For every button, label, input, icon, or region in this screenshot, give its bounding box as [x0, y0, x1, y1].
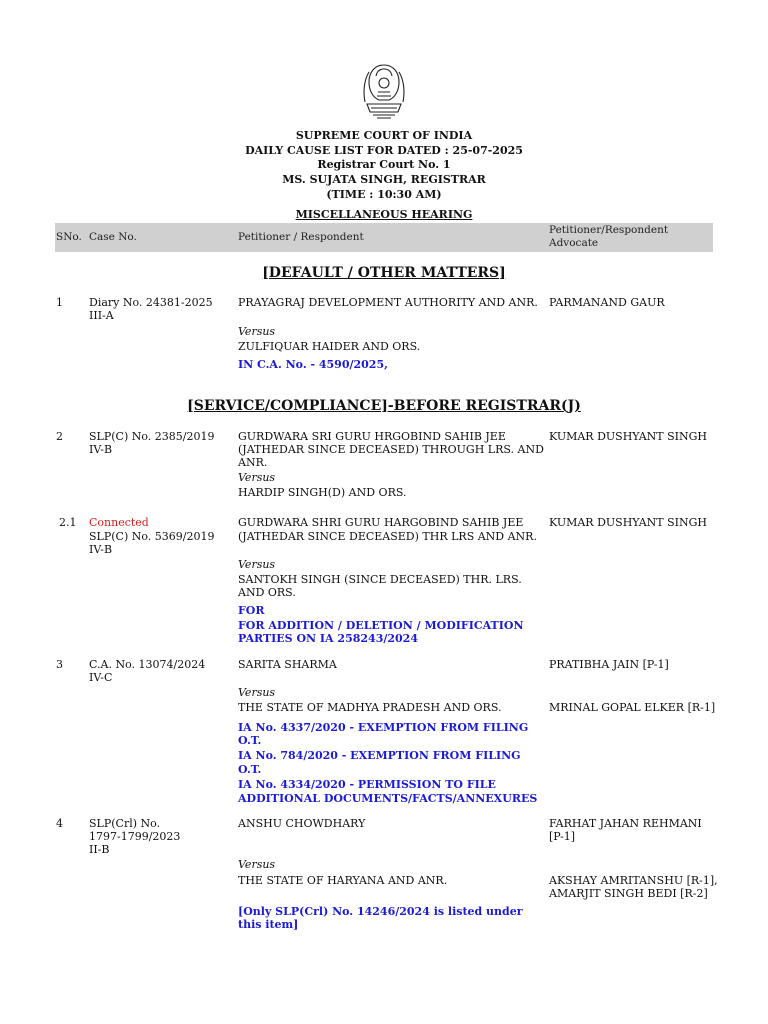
petitioner-advocate: PARMANAND GAUR — [549, 296, 665, 309]
petitioner-advocate: KUMAR DUSHYANT SINGH — [549, 430, 707, 443]
case-number: SLP(Crl) No. — [89, 817, 161, 830]
column-header-advocate-line2: Advocate — [549, 237, 599, 249]
cause-list-title: DAILY CAUSE LIST FOR DATED : 25-07-2025 — [245, 144, 523, 157]
petitioner-name-line2: (JATHEDAR SINCE DECEASED) THROUGH LRS. AND — [238, 443, 544, 456]
connected-label: Connected — [89, 516, 149, 529]
case-category: II-B — [89, 843, 110, 856]
case-note-line2: this item] — [238, 918, 299, 931]
item-serial-number: 4 — [56, 817, 63, 830]
petitioner-name: SARITA SHARMA — [238, 658, 337, 671]
case-note: FOR — [238, 604, 265, 617]
case-number: SLP(C) No. 5369/2019 — [89, 530, 215, 543]
column-header-case-no: Case No. — [89, 231, 137, 243]
respondent-name: SANTOKH SINGH (SINCE DECEASED) THR. LRS. — [238, 573, 522, 586]
petitioner-name: GURDWARA SHRI GURU HARGOBIND SAHIB JEE — [238, 516, 524, 529]
ia-note-line2: O.T. — [238, 734, 262, 747]
hearing-type-title: MISCELLANEOUS HEARING — [295, 208, 473, 221]
case-number: SLP(C) No. 2385/2019 — [89, 430, 215, 443]
case-category: III-A — [89, 309, 114, 322]
column-header-advocate: Petitioner/Respondent — [549, 224, 669, 236]
respondent-name: HARDIP SINGH(D) AND ORS. — [238, 486, 407, 499]
case-number: Diary No. 24381-2025 — [89, 296, 213, 309]
case-category: IV-B — [89, 443, 113, 456]
column-header-parties: Petitioner / Respondent — [238, 231, 364, 243]
ia-note: IA No. 4334/2020 - PERMISSION TO FILE — [238, 778, 496, 791]
petitioner-advocate: KUMAR DUSHYANT SINGH — [549, 516, 707, 529]
respondent-advocate-line2: AMARJIT SINGH BEDI [R-2] — [549, 887, 708, 900]
column-header-sno: SNo. — [56, 231, 82, 243]
section-heading-service-compliance: [SERVICE/COMPLIANCE]-BEFORE REGISTRAR(J) — [187, 398, 581, 414]
registrar-court-number: Registrar Court No. 1 — [317, 158, 451, 171]
case-note-line3: PARTIES ON IA 258243/2024 — [238, 632, 418, 645]
petitioner-advocate: FARHAT JAHAN REHMANI — [549, 817, 702, 830]
respondent-name-line2: AND ORS. — [238, 586, 296, 599]
versus-label: Versus — [238, 471, 276, 484]
respondent-advocate: MRINAL GOPAL ELKER [R-1] — [549, 701, 716, 714]
case-number-line2: 1797-1799/2023 — [89, 830, 181, 843]
petitioner-name: GURDWARA SRI GURU HRGOBIND SAHIB JEE — [238, 430, 506, 443]
petitioner-advocate: PRATIBHA JAIN [P-1] — [549, 658, 669, 671]
item-serial-number: 2.1 — [59, 516, 77, 529]
case-category: IV-B — [89, 543, 113, 556]
versus-label: Versus — [238, 558, 276, 571]
versus-label: Versus — [238, 325, 276, 338]
case-note: IN C.A. No. - 4590/2025, — [238, 358, 388, 371]
item-serial-number: 3 — [56, 658, 63, 671]
ia-note: IA No. 4337/2020 - EXEMPTION FROM FILING — [238, 721, 529, 734]
national-emblem-icon — [361, 62, 407, 122]
case-category: IV-C — [89, 671, 113, 684]
petitioner-advocate-line2: [P-1] — [549, 830, 576, 843]
petitioner-name-line2: (JATHEDAR SINCE DECEASED) THR LRS AND ANR. — [238, 530, 537, 543]
case-note-line2: FOR ADDITION / DELETION / MODIFICATION — [238, 619, 524, 632]
case-number: C.A. No. 13074/2024 — [89, 658, 206, 671]
court-name: SUPREME COURT OF INDIA — [295, 129, 473, 142]
ia-note-line2: O.T. — [238, 763, 262, 776]
respondent-name: THE STATE OF HARYANA AND ANR. — [238, 874, 448, 887]
item-serial-number: 2 — [56, 430, 63, 443]
versus-label: Versus — [238, 686, 276, 699]
versus-label: Versus — [238, 858, 276, 871]
respondent-advocate: AKSHAY AMRITANSHU [R-1], — [549, 874, 718, 887]
hearing-time: (TIME : 10:30 AM) — [326, 188, 442, 201]
respondent-name: ZULFIQUAR HAIDER AND ORS. — [238, 340, 421, 353]
registrar-name: MS. SUJATA SINGH, REGISTRAR — [282, 173, 486, 186]
petitioner-name-line3: ANR. — [238, 456, 268, 469]
petitioner-name: PRAYAGRAJ DEVELOPMENT AUTHORITY AND ANR. — [238, 296, 538, 309]
ia-note: IA No. 784/2020 - EXEMPTION FROM FILING — [238, 749, 521, 762]
item-serial-number: 1 — [56, 296, 63, 309]
ia-note-line2: ADDITIONAL DOCUMENTS/FACTS/ANNEXURES — [238, 792, 538, 805]
petitioner-name: ANSHU CHOWDHARY — [238, 817, 366, 830]
case-note: [Only SLP(Crl) No. 14246/2024 is listed under — [238, 905, 523, 918]
respondent-name: THE STATE OF MADHYA PRADESH AND ORS. — [238, 701, 502, 714]
section-heading-default-matters: [DEFAULT / OTHER MATTERS] — [262, 265, 506, 281]
